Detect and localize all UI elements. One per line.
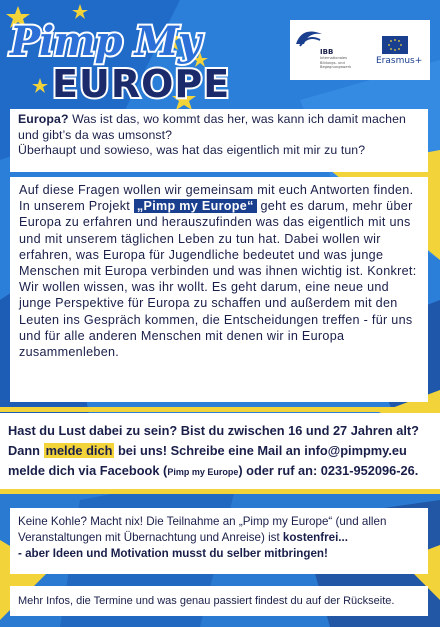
ibb-subtitle: Internationales Bildungs- und Begegnungswerk — [320, 56, 352, 69]
questions-lead: Europa? — [18, 112, 69, 126]
description-part1: Auf diese Fragen wollen wir gemeinsam mit euch Antworten finden. In unserem Projekt — [19, 183, 414, 214]
intro-questions-box — [10, 109, 428, 172]
cta-line1: Hast du Lust dabei zu sein? Bist du zwischen 16 und 27 Jahren alt? — [8, 423, 420, 438]
yellow-divider-bottom — [0, 489, 440, 494]
cost-line1: Keine Kohle? Macht nix! Die Teilnahme an „Pimp my Europe“ (und allen Veranstaltungen mit Übernachtung und Anreise) ist — [18, 515, 387, 544]
cta-line2: Dann melde dich bei uns! Schreibe eine Mail an info@pimpmy.eu — [8, 443, 407, 458]
questions-line2: Überhaupt und sowieso, was hat das eigentlich mit mir zu tun? — [18, 143, 366, 157]
more-info-box: Mehr Infos, die Termine und was genau passiert findest du auf der Rückseite. — [10, 586, 428, 616]
yellow-divider-top — [0, 407, 440, 412]
cost-line2: - aber Ideen und Motivation musst du selber mitbringen! — [18, 547, 328, 560]
logo-pimp-my-text: Pimp My — [10, 18, 201, 65]
ibb-logo-icon — [294, 24, 324, 50]
description-part2: geht es darum, mehr über Europa zu erfahren und herauszufinden was das eigentlich mit uns und mit unserem täglichen Leben zu tun hat. Dabei wollen wir erfahren, was Europa für Jugendliche bedeutet und was junge Menschen mit Europa verbinden und was ihnen wichtig ist. Konkret: Wir wollen wissen, was ihr wollt. Es geht darum, eine neue und junge Perspektive für Europa zu schaffen und außerdem mit den Leuten ins Gespräch kommen, die Entscheidungen treffen - für uns und für alle anderen Menschen mit denen wir in Europa zusammenleben. — [19, 199, 417, 360]
erasmus-name: Erasmus+ — [376, 56, 423, 66]
cost-free: kostenfrei... — [282, 531, 348, 544]
ibb-name: IBB — [320, 48, 334, 56]
project-description-box — [10, 177, 428, 402]
project-name-highlight: „Pimp my Europe“ — [134, 199, 257, 213]
logo-europe-text: EUROPE — [52, 62, 231, 106]
eu-flag-icon — [382, 36, 408, 54]
partner-logos — [290, 20, 430, 80]
cost-info-box — [10, 508, 428, 574]
cta-line3: melde dich via Facebook (Pimp my Europe) oder ruf an: 0231-952096-26. — [8, 463, 419, 478]
signup-highlight: melde dich — [45, 443, 113, 458]
questions-line1: Was ist das, wo kommt das her, was kann ich damit machen und gibt’s da was umsonst? — [18, 112, 406, 142]
facebook-page-name: Pimp my Europe — [167, 467, 239, 477]
pimp-my-europe-logo — [0, 0, 240, 110]
call-to-action-strip — [0, 413, 440, 489]
